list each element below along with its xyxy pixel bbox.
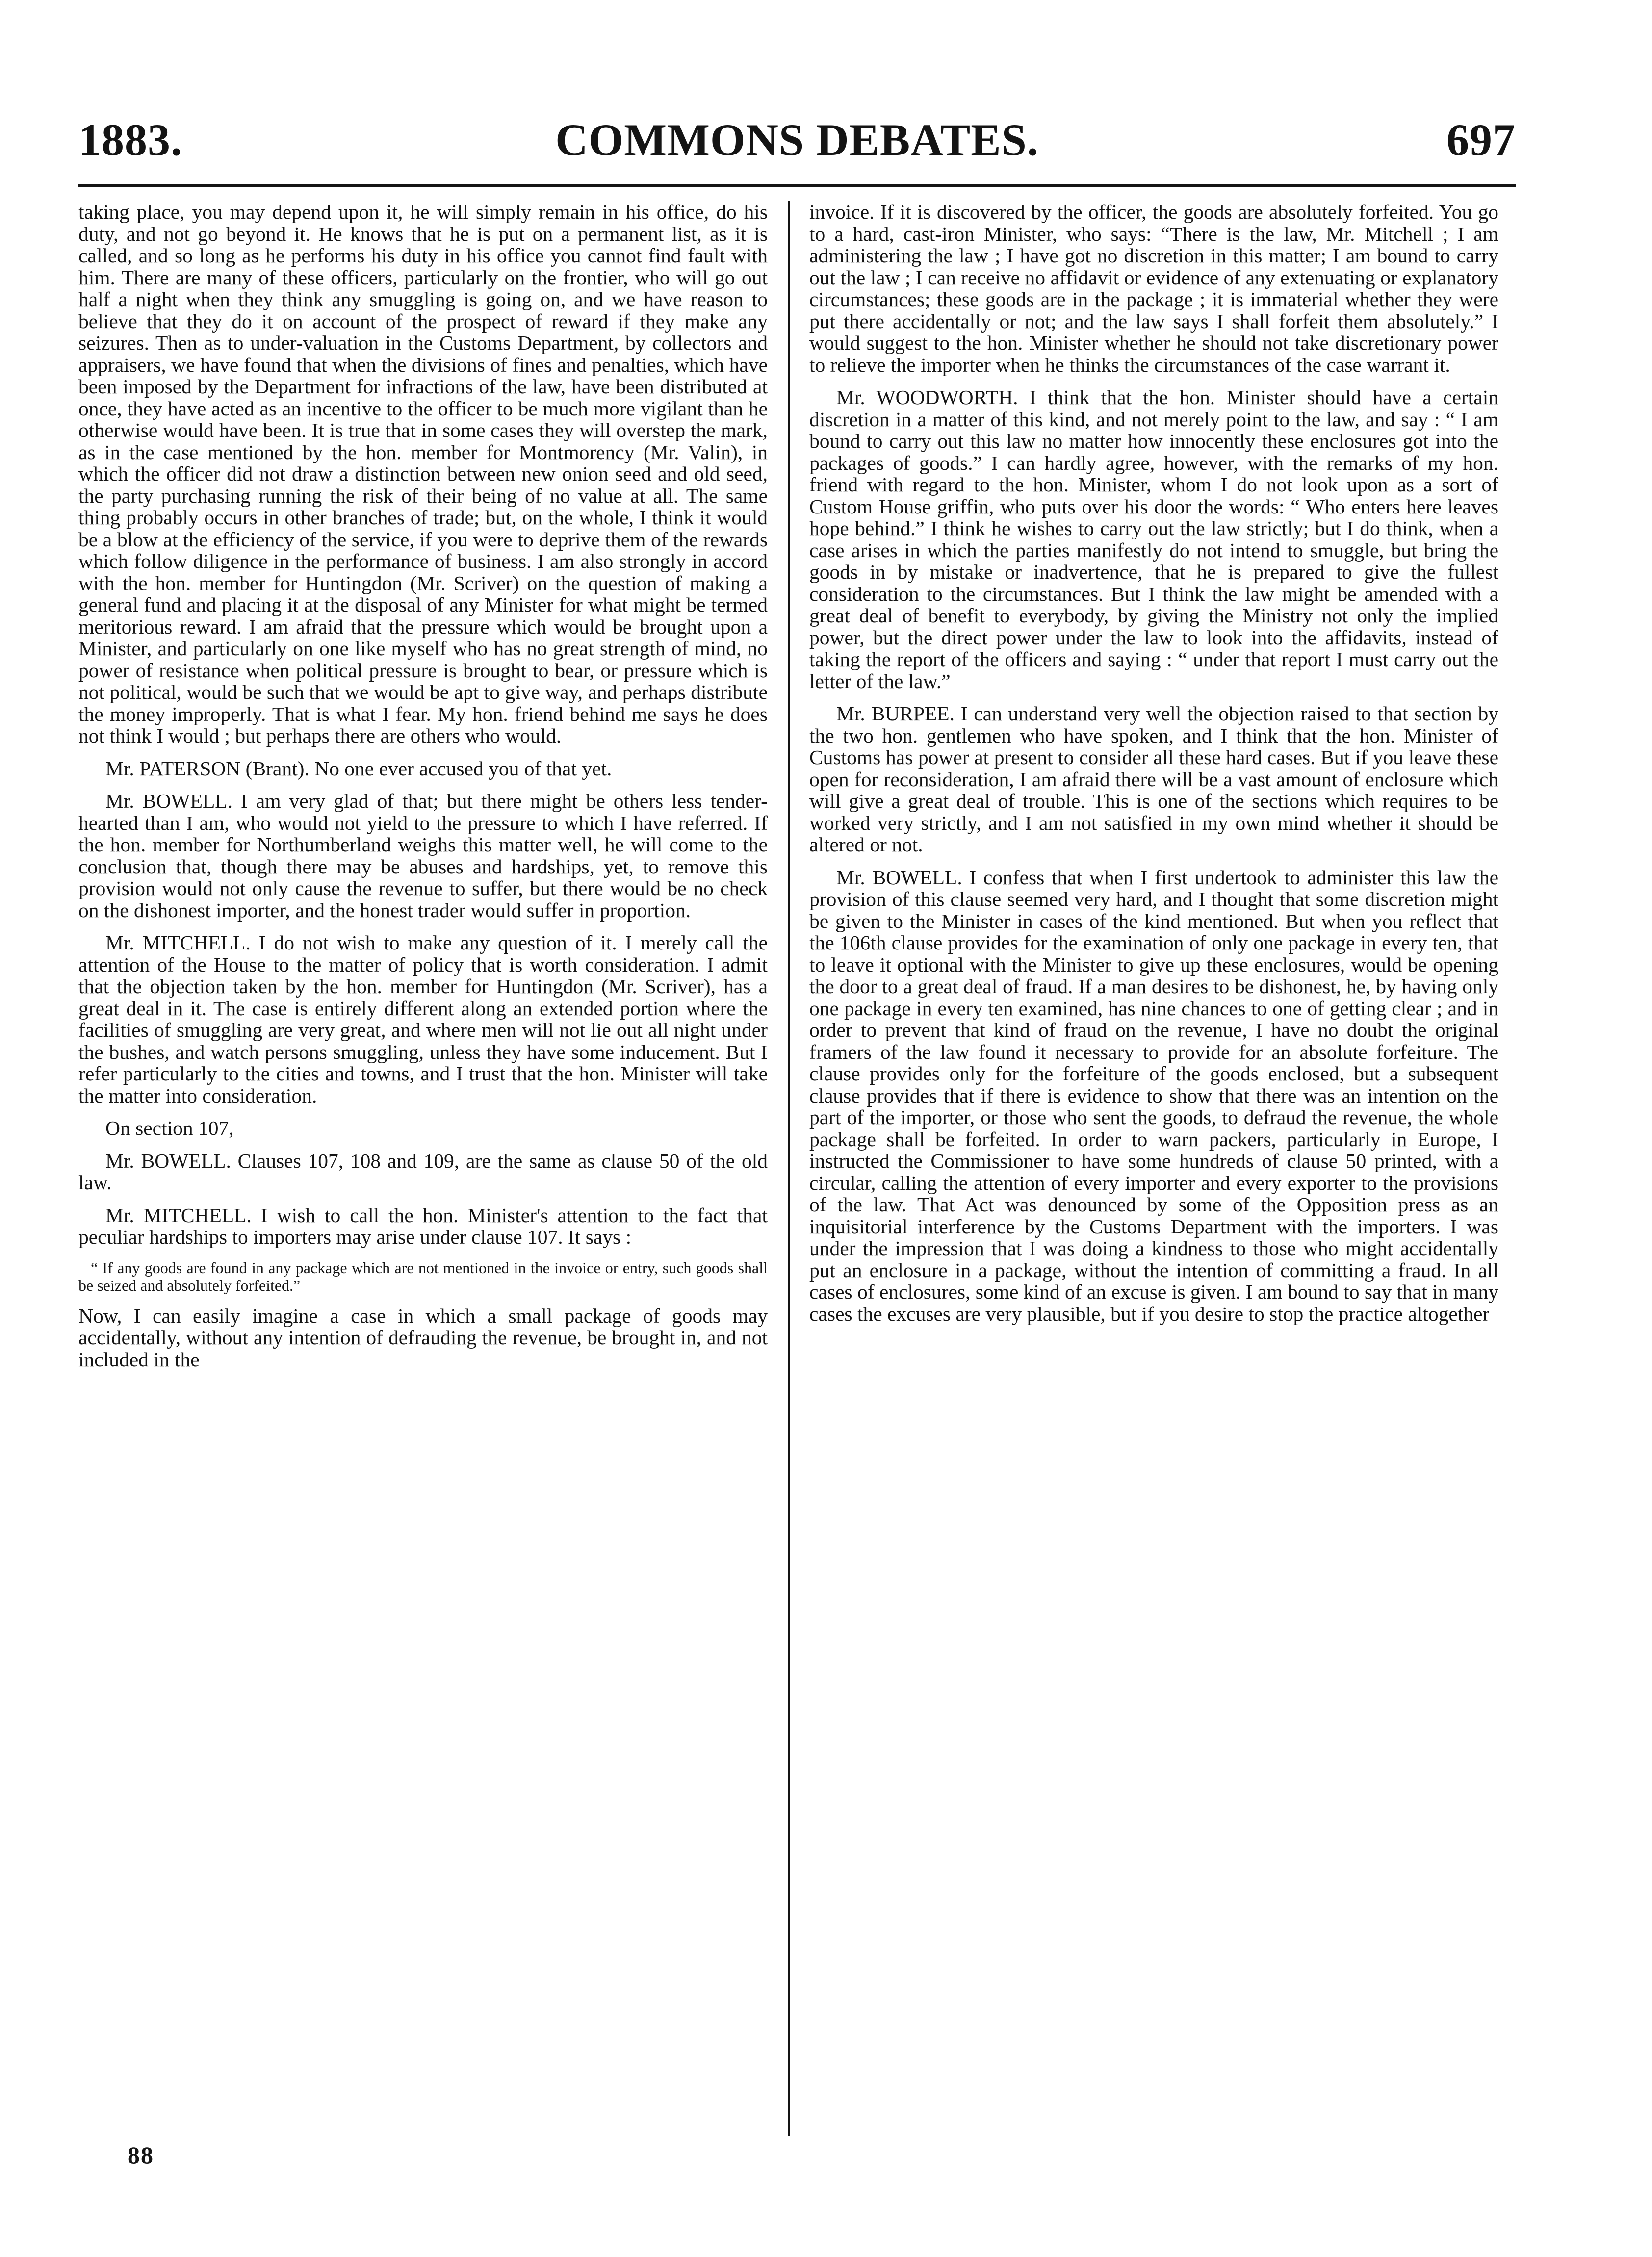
- right-column: [809, 201, 1498, 1335]
- column-divider: [788, 201, 790, 2136]
- header-rule: [78, 184, 1516, 187]
- speech-paragraph: Mr. MITCHELL. I do not wish to make any question of it. I merely call the attention of the House to the matter of policy that is worth consideration. I admit that the objection taken by the hon. member for Huntingdon (Mr. Scriver), has a great deal in it. The case is entirely different along an extended portion where the facilities of smuggling are very great, and where men will not lie out all night under the bushes, and watch persons smuggling, unless they have some inducement. But I refer particularly to the cities and towns, and I trust that the hon. Minister will take the matter into consideration.: [78, 931, 768, 1107]
- continued-paragraph: invoice. If it is discovered by the officer, the goods are absolutely forfeited. You go to a hard, cast-iron Minister, who says: “There is the law, Mr. Mitchell ; I am administering the law ; I have got no discretion in this matter; I am bound to carry out the law ; I can receive no affidavit or evidence of any extenuating or explanatory circumstances; these goods are in the package ; it is immaterial whether they were put there accidentally or not; and the law says I shall forfeit them absolutely.” I would suggest to the hon. Minister whether he should not take discretionary power to relieve the importer when he thinks the circumstances of the case warrant it.: [809, 201, 1498, 376]
- block-quote: “ If any goods are found in any package which are not mentioned in the invoice or entry, such goods shall be seized and absolutely forfeited.”: [78, 1258, 768, 1294]
- speech-paragraph: Mr. PATERSON (Brant). No one ever accused you of that yet.: [105, 757, 612, 780]
- page-number: 697: [1446, 115, 1516, 165]
- running-title: COMMONS DEBATES.: [555, 115, 1039, 165]
- speech-paragraph: Mr. MITCHELL. I wish to call the hon. Minister's attention to the fact that peculiar hardships to importers may arise under clause 107. It says :: [78, 1204, 768, 1248]
- continued-paragraph: taking place, you may depend upon it, he will simply remain in his office, do his duty, and not go beyond it. He knows that he is put on a permanent list, as it is called, and so long as he performs his duty in his office you cannot find fault with him. There are many of these officers, particularly on the frontier, who will go out half a night when they think any smuggling is going on, and we have reason to believe that they do it on account of the prospect of reward if they make any seizures. Then as to under-valuation in the Customs Department, by collectors and appraisers, we have found that when the divisions of fines and penalties, which have been imposed by the Department for infractions of the law, have been distributed at once, they have acted as an incentive to the officer to be much more vigilant than he otherwise would have been. It is true that in some cases they will overstep the mark, as in the case mentioned by the hon. member for Montmorency (Mr. Valin), in which the officer did not draw a distinction between new onion seed and old seed, the party purchasing running the risk of their being of no value at all. The same thing probably occurs in other branches of trade; but, on the whole, I think it would be a blow at the efficiency of the service, if you were to deprive them of the rewards which follow diligence in the performance of business. I am also strongly in accord with the hon. member for Huntingdon (Mr. Scriver) on the question of making a general fund and placing it at the disposal of any Minister for what might be termed meritorious reward. I am afraid that the pressure which would be brought upon a Minister, and particularly on one like myself who has no great strength of mind, no power of resistance when political pressure is brought to bear, or pressure which is not political, would be such that we would be apt to give way, and perhaps distribute the money improperly. That is what I fear. My hon. friend behind me says he does not think I would ; but perhaps there are others who would.: [78, 201, 768, 747]
- speech-paragraph: Mr. WOODWORTH. I think that the hon. Minister should have a certain discretion in a matter of this kind, and not merely point to the law, and say : “ I am bound to carry out this law no matter how innocently these enclosures got into the packages of goods.” I can hardly agree, however, with the remarks of my hon. friend with regard to the hon. Minister, whom I do not look upon as a sort of Custom House griffin, who puts over his door the words: “ Who enters here leaves hope behind.” I think he wishes to carry out the law strictly; but I do think, when a case arises in which the parties manifestly do not intend to smuggle, but bring the goods in by mistake or inadvertence, that he is prepared to give the fullest consideration to the circumstances. But I think the law might be amended with a great deal of benefit to everybody, by giving the Ministry not only the implied power, but the direct power under the law to look into the affidavits, instead of taking the report of the officers and saying : “ under that report I must carry out the letter of the law.”: [809, 386, 1498, 692]
- continued-paragraph: Now, I can easily imagine a case in which a small package of goods may accidentally, without any intention of defrauding the revenue, be brought in, and not included in the: [78, 1304, 768, 1371]
- speech-paragraph: Mr. BOWELL. Clauses 107, 108 and 109, are the same as clause 50 of the old law.: [78, 1149, 768, 1194]
- speech-paragraph: Mr. BOWELL. I am very glad of that; but there might be others less tender-hearted than I am, who would not yield to the pressure to which I have referred. If the hon. member for Northumberland weighs this matter well, he will come to the conclusion that, though there may be abuses and hardships, yet, to remove this provision would not only cause the revenue to suffer, but there would be no check on the dishonest importer, and the honest trader would suffer in proportion.: [78, 790, 768, 922]
- page-header: [78, 110, 1516, 189]
- sheet-signature: 88: [128, 2141, 154, 2169]
- speech-paragraph: Mr. BURPEE. I can understand very well the objection raised to that section by the two hon. gentlemen who have spoken, and I think that the hon. Minister of Customs has power at present to consider all these hard cases. But if you leave these open for reconsideration, I am afraid there will be a vast amount of enclosure which will give a great deal of trouble. This is one of the sections which requires to be worked very strictly, and I am not satisfied in my own mind whether it should be altered or not.: [809, 702, 1498, 856]
- document-page: [78, 110, 1516, 2170]
- section-heading: On section 107,: [105, 1117, 234, 1139]
- left-column: [78, 201, 768, 1381]
- speech-paragraph: Mr. BOWELL. I confess that when I first undertook to administer this law the provision of this clause seemed very hard, and I thought that some discretion might be given to the Minister in cases of the kind mentioned. But when you reflect that the 106th clause provides for the examination of only one package in every ten, that to leave it optional with the Minister to give up these enclosures, would be opening the door to a great deal of fraud. If a man desires to be dishonest, he, by having only one package in every ten examined, has nine chances to one of getting clear ; and in order to prevent that kind of fraud on the revenue, I have no doubt the original framers of the law found it necessary to provide for an absolute forfeiture. The clause provides only for the forfeiture of the goods enclosed, but a subsequent clause provides that if there is evidence to show that there was an intention on the part of the importer, or those who sent the goods, to defraud the revenue, the whole package shall be forfeited. In order to warn packers, particularly in Europe, I instructed the Commissioner to have some hundreds of clause 50 printed, with a circular, calling the attention of every importer and every exporter to the provisions of the law. That Act was denounced by some of the Opposition press as an inquisitorial interference by the Customs Department with the importers. I was under the impression that I was doing a kindness to those who might accidentally put an enclosure in a package, without the intention of committing a fraud. In all cases of enclosures, some kind of an excuse is given. I am bound to say that in many cases the excuses are very plausible, but if you desire to stop the practice altogether: [809, 866, 1498, 1325]
- header-year: 1883.: [78, 115, 182, 165]
